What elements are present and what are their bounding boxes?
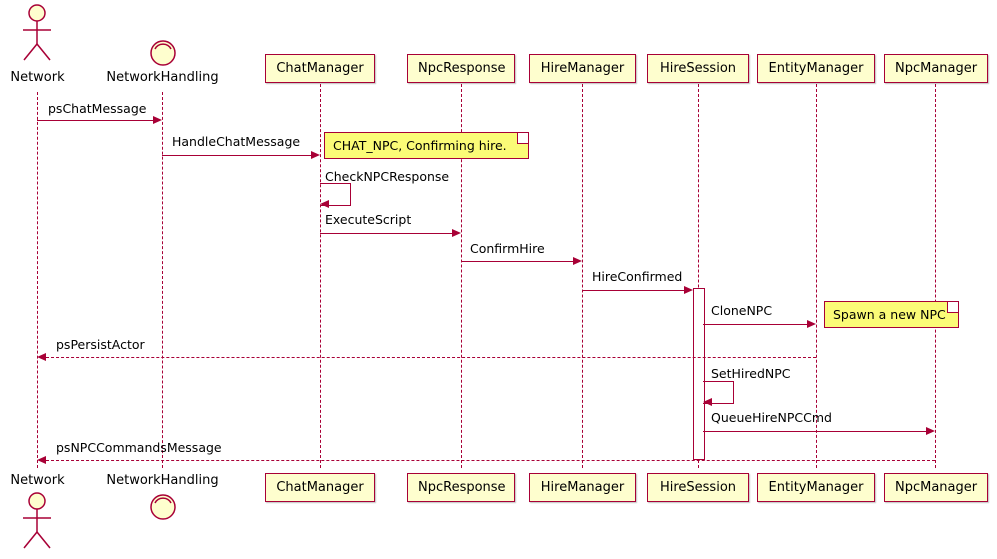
arrow-checknpcresponse [320, 200, 329, 208]
message-label-executescript: ExecuteScript [325, 212, 412, 227]
message-line-handlechatmessage [162, 155, 311, 156]
boundary-networkhandling-icon-bottom [148, 492, 178, 526]
arrow-pspersistactor [37, 353, 46, 361]
message-line-clonenpc [703, 324, 807, 325]
message-label-queuehirenpccmd: QueueHireNPCCmd [711, 410, 832, 425]
message-label-sethirednpc: SetHiredNPC [711, 366, 791, 381]
participant-npcmanager-top[interactable]: NpcManager [884, 54, 988, 83]
participant-hiremanager-top[interactable]: HireManager [529, 54, 636, 83]
arrow-confirmhire [573, 257, 582, 265]
participant-npcresponse-bottom[interactable]: NpcResponse [407, 473, 515, 502]
message-line-confirmhire [461, 261, 573, 262]
arrow-clonenpc [807, 320, 816, 328]
note-chat-npc-confirming-hire [324, 132, 529, 159]
message-line-pspersistactor [46, 357, 816, 358]
participant-label-networkhandling-top: NetworkHandling [106, 70, 219, 85]
participant-entitymanager-top[interactable]: EntityManager [757, 54, 875, 83]
arrow-sethirednpc [703, 398, 712, 406]
note-fold-corner-icon [517, 133, 528, 144]
actor-network-icon-top [17, 4, 57, 66]
lifeline-networkhandling [162, 92, 163, 468]
message-line-pschatmessage [37, 120, 153, 121]
message-line-queuehirenpccmd [703, 431, 926, 432]
actor-network-icon-bottom [17, 492, 57, 554]
arrow-queuehirenpccmd [926, 427, 935, 435]
note-text: Spawn a new NPC [833, 307, 946, 322]
message-label-pspersistactor: psPersistActor [56, 337, 145, 352]
message-label-confirmhire: ConfirmHire [470, 241, 545, 256]
boundary-networkhandling-icon-top [148, 38, 178, 72]
lifeline-network [37, 92, 38, 468]
participant-npcresponse-top[interactable]: NpcResponse [407, 54, 515, 83]
message-label-clonenpc: CloneNPC [711, 303, 773, 318]
note-spawn-a-new-npc [824, 301, 959, 328]
message-label-handlechatmessage: HandleChatMessage [172, 134, 301, 149]
lifeline-chatmanager [320, 84, 321, 468]
message-line-hireconfirmed [582, 290, 684, 291]
message-line-psnpccommandsmessage [46, 460, 935, 461]
participant-label-network-top: Network [10, 70, 65, 85]
note-fold-corner-icon [947, 302, 958, 313]
message-line-executescript [320, 233, 452, 234]
arrow-executescript [452, 229, 461, 237]
participant-label-networkhandling-bottom: NetworkHandling [106, 473, 219, 488]
participant-chatmanager-bottom[interactable]: ChatManager [265, 473, 375, 502]
lifeline-npcmanager [935, 84, 936, 468]
lifeline-hiremanager [582, 84, 583, 468]
arrow-handlechatmessage [311, 151, 320, 159]
message-label-psnpccommandsmessage: psNPCCommandsMessage [56, 440, 222, 455]
participant-chatmanager-top[interactable]: ChatManager [265, 54, 375, 83]
participant-entitymanager-bottom[interactable]: EntityManager [757, 473, 875, 502]
participant-npcmanager-bottom[interactable]: NpcManager [884, 473, 988, 502]
participant-hiresession-top[interactable]: HireSession [647, 54, 749, 83]
participant-hiremanager-bottom[interactable]: HireManager [529, 473, 636, 502]
participant-label-network-bottom: Network [10, 473, 65, 488]
message-label-checknpcresponse: CheckNPCResponse [325, 169, 450, 184]
message-label-pschatmessage: psChatMessage [48, 101, 147, 116]
activation-hiresession [693, 288, 705, 460]
message-label-hireconfirmed: HireConfirmed [592, 269, 683, 284]
note-text: CHAT_NPC, Confirming hire. [333, 138, 507, 153]
participant-hiresession-bottom[interactable]: HireSession [647, 473, 749, 502]
arrow-hireconfirmed [684, 286, 693, 294]
arrow-pschatmessage [153, 116, 162, 124]
arrow-psnpccommandsmessage [37, 456, 46, 464]
